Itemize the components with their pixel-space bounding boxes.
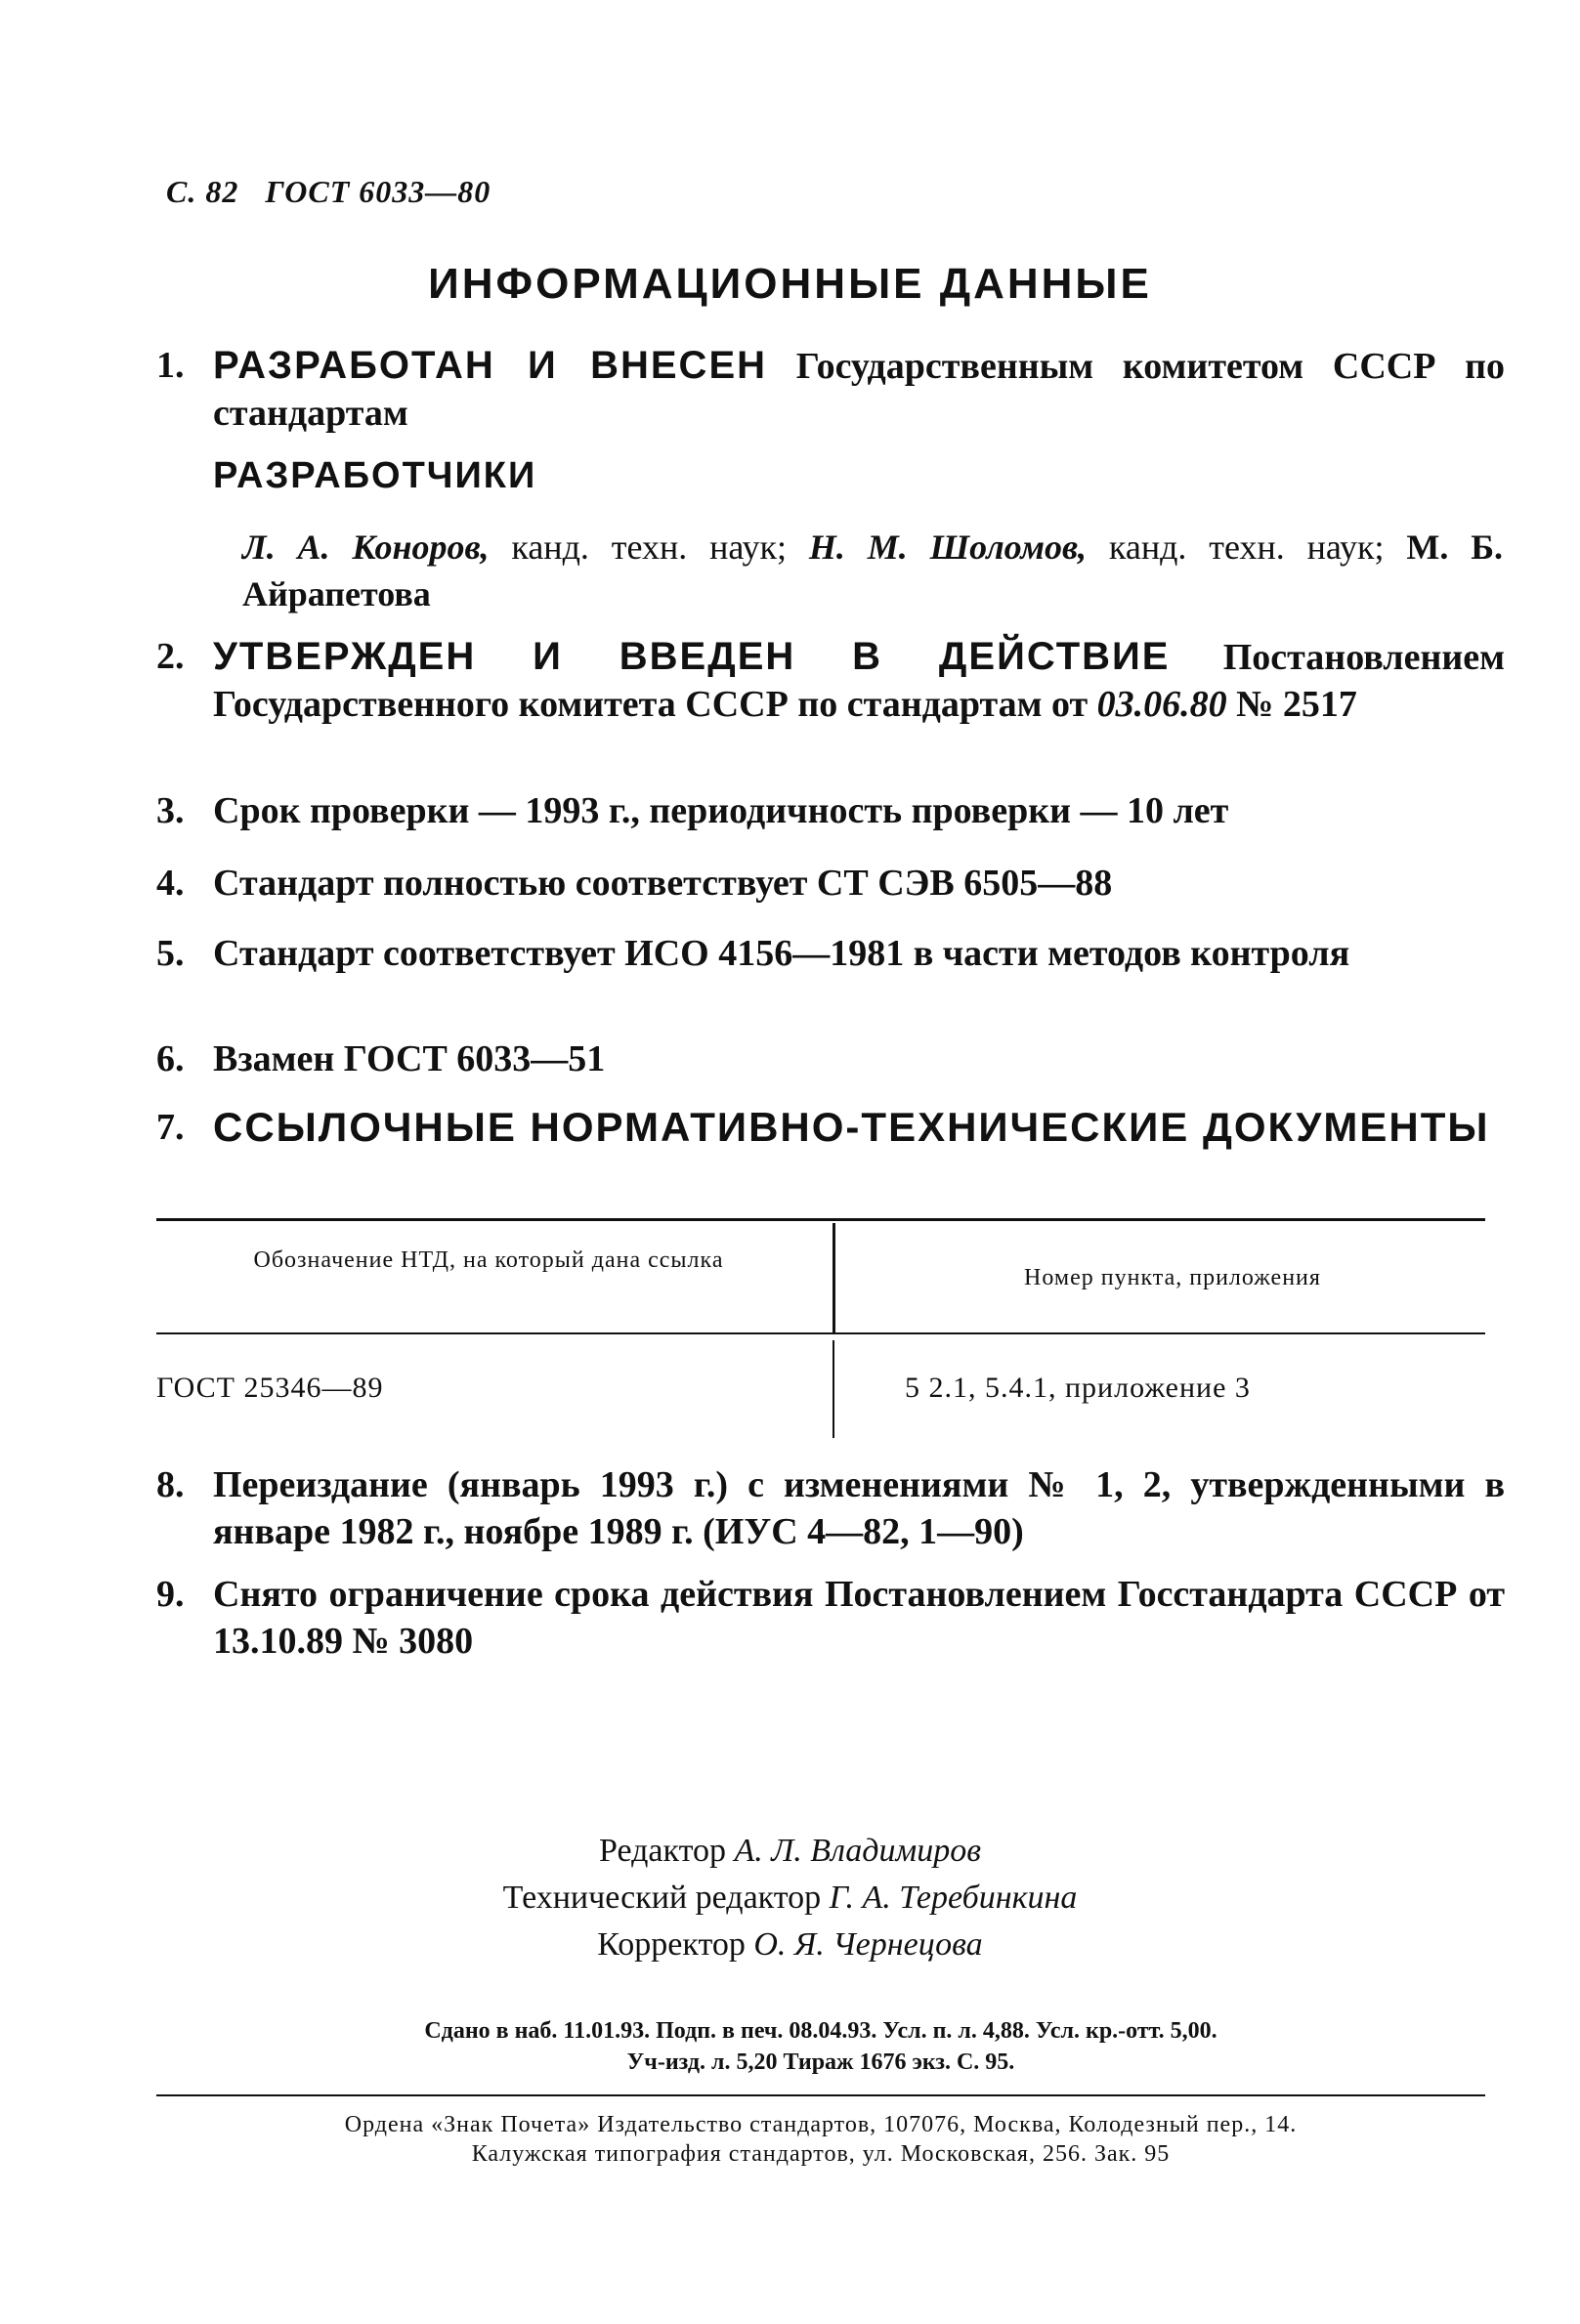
credit-name: О. Я. Чернецова	[753, 1926, 983, 1963]
item-number: 6.	[156, 1038, 185, 1079]
table-header-clause: Номер пункта, приложения	[1024, 1265, 1321, 1290]
item-8	[156, 1461, 1505, 1555]
table-top-rule	[156, 1218, 1485, 1221]
item-number: 1.	[156, 345, 185, 386]
item-9	[156, 1571, 1505, 1665]
printer-line: Калужская типография стандартов, ул. Московская, 256. Зак. 95	[471, 2141, 1171, 2167]
credit-role: Технический редактор	[502, 1880, 822, 1916]
item-text: Переиздание (январь 1993 г.) с изменениями № 1, 2, утвержденными в январе 1982 г., ноябре 1989 г. (ИУС 4—82, 1—90)	[213, 1464, 1505, 1552]
item-text: Стандарт полностью соответствует СТ СЭВ 6505—88	[213, 863, 1113, 904]
item-number: 7.	[156, 1107, 185, 1148]
footer-rule	[156, 2094, 1485, 2096]
print-info-line-1: Сдано в наб. 11.01.93. Подп. в печ. 08.04.93. Усл. п. л. 4,88. Усл. кр.-отт. 5,00.	[424, 2018, 1217, 2044]
developer-degree: канд. техн. наук;	[1087, 528, 1407, 567]
developer-name: Н. М. Шоломов,	[808, 528, 1088, 567]
page-number: С. 82	[166, 174, 239, 209]
item-3	[156, 787, 1505, 834]
developer-name: Л. А. Коноров,	[242, 528, 490, 567]
item-number: 8.	[156, 1464, 185, 1505]
table-column-divider	[833, 1340, 834, 1438]
item-lead: РАЗРАБОТАН И ВНЕСЕН	[213, 344, 768, 387]
item-text: ССЫЛОЧНЫЕ НОРМАТИВНО-ТЕХНИЧЕСКИЕ ДОКУМЕНТЫ	[213, 1104, 1490, 1150]
credit-name: Г. А. Теребинкина	[829, 1880, 1078, 1916]
item-text: Государственным комитетом СССР по стандартам	[213, 346, 1506, 434]
item-number: 4.	[156, 863, 185, 904]
item-1	[156, 342, 1505, 437]
table-cell-doc: ГОСТ 25346—89	[156, 1372, 384, 1404]
item-text: Срок проверки — 1993 г., периодичность проверки — 10 лет	[213, 790, 1229, 831]
item-lead: УТВЕРЖДЕН И ВВЕДЕН В ДЕЙСТВИЕ	[213, 635, 1171, 678]
item-text: Стандарт соответствует ИСО 4156—1981 в части методов контроля	[213, 933, 1350, 974]
page-title: ИНФОРМАЦИОННЫЕ ДАННЫЕ	[428, 260, 1152, 308]
approval-number: № 2517	[1236, 684, 1357, 725]
table-column-divider	[833, 1223, 835, 1334]
credit-proofreader	[0, 1923, 1580, 1967]
developers-list	[242, 524, 1503, 617]
item-number: 9.	[156, 1574, 185, 1615]
item-text: Постановлением Государственного комитета СССР по стандартам от	[213, 637, 1505, 725]
item-6	[156, 1035, 1505, 1082]
print-info-line-2: Уч-изд. л. 5,20 Тираж 1676 экз. С. 95.	[626, 2049, 1015, 2075]
item-text: Взамен ГОСТ 6033—51	[213, 1038, 606, 1079]
credit-editor	[0, 1829, 1580, 1874]
item-7	[156, 1104, 1505, 1151]
table-header-rule	[156, 1332, 1485, 1334]
table-header-doc: Обозначение НТД, на который дана ссылка	[253, 1247, 724, 1273]
item-body	[213, 342, 1505, 437]
item-2	[156, 633, 1505, 728]
item-number: 5.	[156, 933, 185, 974]
developer-degree: канд. техн. наук;	[489, 528, 809, 567]
approval-date: 03.06.80	[1096, 684, 1227, 725]
page-header	[166, 174, 491, 210]
standard-code: ГОСТ 6033—80	[265, 174, 491, 209]
item-5	[156, 930, 1505, 977]
developer-name: М. Б. Айрапетова	[242, 528, 1504, 613]
item-text: Снято ограничение срока действия Постановлением Госстандарта СССР от 13.10.89 № 3080	[213, 1574, 1505, 1662]
item-number: 3.	[156, 790, 185, 831]
credit-tech-editor	[0, 1876, 1580, 1921]
credit-name: А. Л. Владимиров	[734, 1833, 981, 1869]
credit-role: Корректор	[597, 1926, 746, 1963]
item-body	[213, 633, 1505, 728]
credit-role: Редактор	[599, 1833, 726, 1869]
table-cell-clause: 5 2.1, 5.4.1, приложение 3	[905, 1372, 1251, 1404]
developers-heading: РАЗРАБОТЧИКИ	[213, 455, 537, 496]
item-number: 2.	[156, 636, 185, 677]
publisher-line: Ордена «Знак Почета» Издательство стандартов, 107076, Москва, Колодезный пер., 14.	[344, 2112, 1298, 2137]
item-4	[156, 860, 1505, 907]
